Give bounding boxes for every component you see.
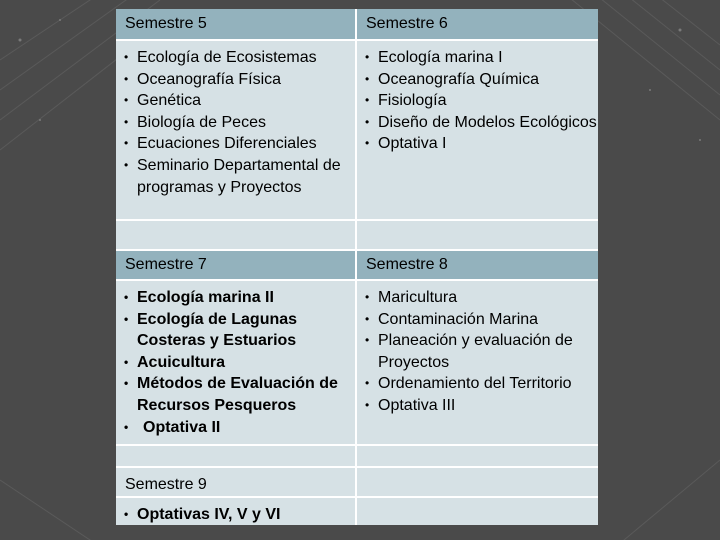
- semester-8-header: [357, 251, 598, 281]
- course-item: • Ecología de Lagunas Costeras y Estuarios: [124, 309, 355, 352]
- empty-cell: [116, 446, 357, 468]
- semester-5-title: Semestre 5: [125, 15, 207, 32]
- curriculum-table: [116, 9, 598, 525]
- semester-9-title: Semestre 9: [125, 476, 207, 493]
- empty-cell: [357, 498, 598, 525]
- semester-5-courses: [116, 41, 357, 221]
- semester-8-courses: [357, 281, 598, 446]
- semester-6-title: Semestre 6: [366, 15, 448, 32]
- semester-6-list: [365, 47, 598, 155]
- course-item: • Optativa II: [124, 417, 355, 439]
- course-item: • Seminario Departamental de programas y Proyectos: [124, 155, 355, 198]
- header-row-5-6: [116, 9, 598, 41]
- body-row-7-8: [116, 281, 598, 446]
- semester-9-courses: [116, 498, 357, 525]
- course-item: • Oceanografía Física: [124, 69, 355, 91]
- semester-5-list: [124, 47, 355, 198]
- course-item: • Métodos de Evaluación de Recursos Pesqueros: [124, 373, 355, 416]
- spacer-row: [116, 446, 598, 468]
- semester-6-header: [357, 9, 598, 41]
- course-item: • Ecología marina I: [365, 47, 598, 69]
- semester-7-courses: [116, 281, 357, 446]
- spacer-row: [116, 221, 598, 251]
- semester-7-header: [116, 251, 357, 281]
- body-row-9: [116, 498, 598, 525]
- course-item: • Ecología marina II: [124, 287, 355, 309]
- semester-8-list: [365, 287, 598, 417]
- course-item: • Optativa III: [365, 395, 598, 417]
- semester-9-header: [116, 468, 357, 498]
- semester-6-courses: [357, 41, 598, 221]
- course-item: • Acuicultura: [124, 352, 355, 374]
- course-item: • Maricultura: [365, 287, 598, 309]
- course-item: • Planeación y evaluación de Proyectos: [365, 330, 598, 373]
- empty-cell: [357, 468, 598, 498]
- empty-cell: [357, 446, 598, 468]
- header-row-7-8: [116, 251, 598, 281]
- semester-9-list: [124, 504, 355, 525]
- course-item: • Oceanografía Química: [365, 69, 598, 91]
- header-row-9: [116, 468, 598, 498]
- semester-5-header: [116, 9, 357, 41]
- empty-cell: [116, 221, 357, 251]
- course-item: • Contaminación Marina: [365, 309, 598, 331]
- semester-7-list: [124, 287, 355, 438]
- empty-cell: [357, 221, 598, 251]
- course-item: • Optativas IV, V y VI: [124, 504, 355, 525]
- course-item: • Ordenamiento del Territorio: [365, 373, 598, 395]
- course-item: • Biología de Peces: [124, 112, 355, 134]
- course-item: • Optativa I: [365, 133, 598, 155]
- course-item: • Genética: [124, 90, 355, 112]
- course-item: • Ecuaciones Diferenciales: [124, 133, 355, 155]
- course-item: • Ecología de Ecosistemas: [124, 47, 355, 69]
- body-row-5-6: [116, 41, 598, 221]
- semester-8-title: Semestre 8: [366, 256, 448, 273]
- course-item: • Diseño de Modelos Ecológicos: [365, 112, 598, 134]
- semester-7-title: Semestre 7: [125, 256, 207, 273]
- course-item: • Fisiología: [365, 90, 598, 112]
